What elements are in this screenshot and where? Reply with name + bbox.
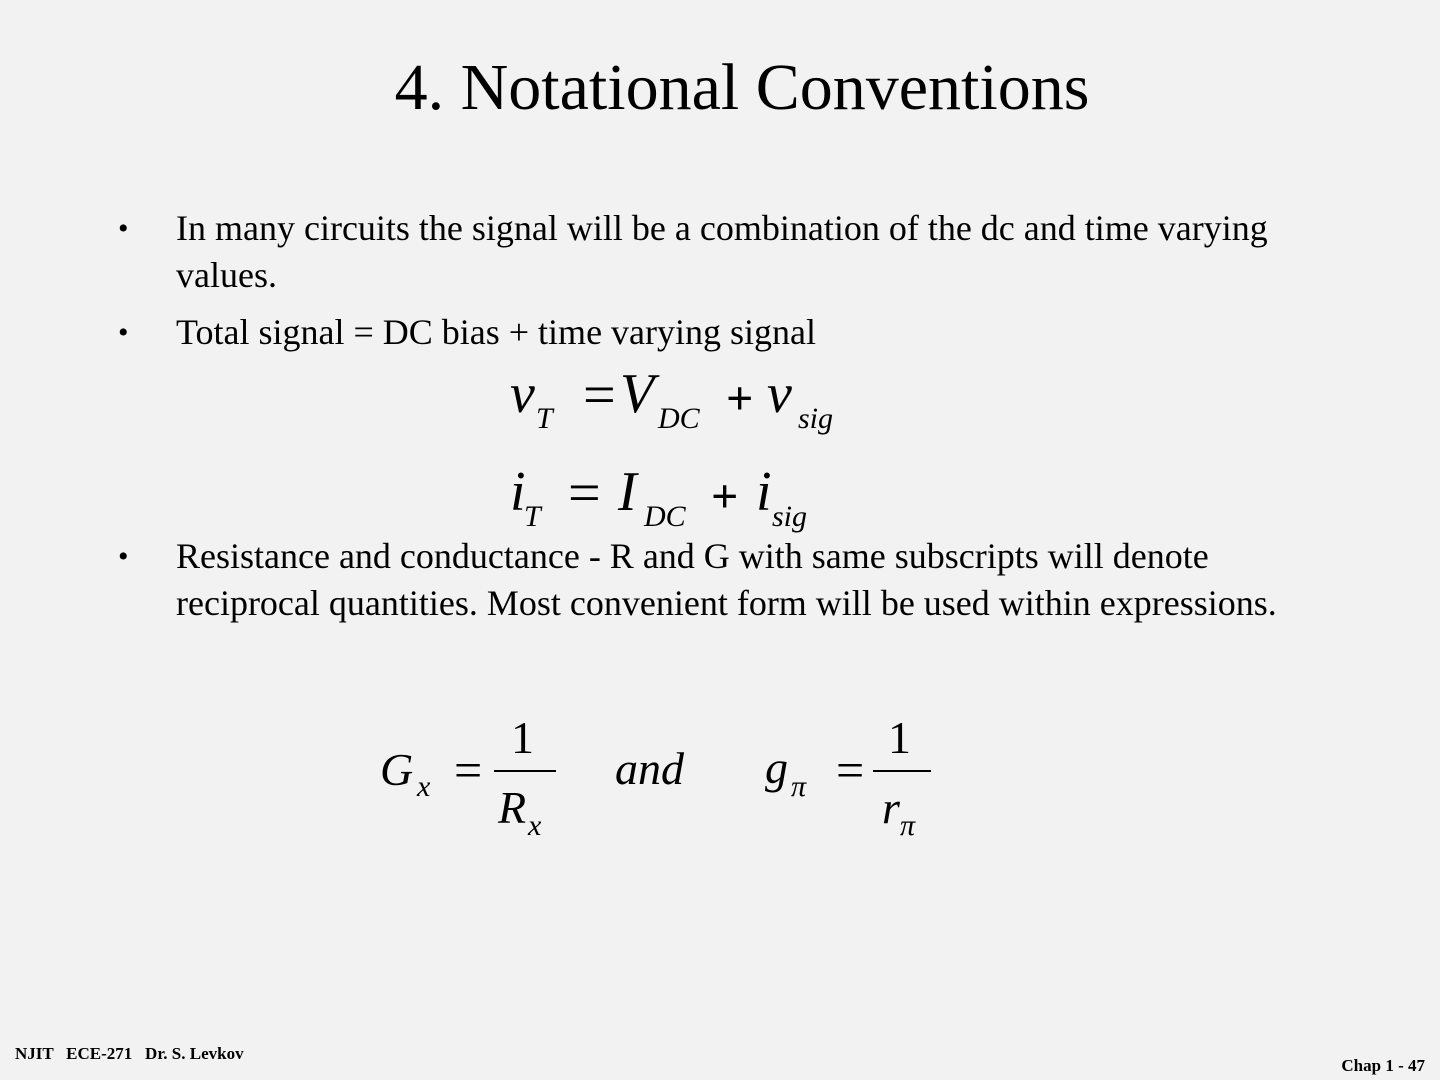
eq1-term1: V [620, 363, 655, 425]
eq3-lhs: G [380, 744, 414, 795]
bullet-dot: • [118, 212, 129, 245]
eq2-lhs: i [510, 461, 526, 523]
eq1-lhs: v [510, 363, 535, 425]
bullet-item-1 [118, 205, 1278, 299]
eq2-term1: I [618, 461, 637, 523]
bullet-text: Total signal = DC bias + time varying signal [176, 312, 817, 352]
footer-course-info: NJIT ECE-271 Dr. S. Levkov [15, 1044, 244, 1063]
eq1-equals: = [583, 362, 616, 427]
eq3-numerator: 1 [511, 712, 534, 763]
eq3-lhs2: g [765, 742, 788, 793]
eq2-equals: = [568, 460, 601, 525]
footer-page-number: Chap 1 - 47 [1341, 1056, 1425, 1075]
eq1-lhs-sub: T [536, 402, 553, 435]
bullet-text: Resistance and conductance - R and G with same subscripts will denote reciprocal quantities. Most convenient form will be used within expressions. [176, 536, 1277, 623]
eq2-plus: + [711, 470, 739, 523]
bullet-item-3 [118, 533, 1278, 627]
equation-voltage [500, 360, 860, 445]
eq1-term2-sub: sig [798, 402, 834, 435]
eq2-term1-sub: DC [644, 500, 686, 533]
slide-title: 4. Notational Conventions [394, 51, 1090, 124]
bullet-dot: • [118, 316, 129, 349]
eq3-lhs-sub: x [417, 770, 431, 803]
eq3-denominator2-sub: π [900, 809, 916, 842]
eq2-lhs-sub: T [524, 500, 541, 533]
eq1-term1-sub: DC [658, 402, 700, 435]
eq3-equals: = [454, 742, 483, 798]
bullet-dot: • [118, 540, 129, 573]
eq1-plus: + [726, 372, 754, 425]
eq3-denominator2: r [882, 782, 900, 833]
eq3-denominator-sub: x [528, 809, 542, 842]
eq2-term2-sub: sig [772, 500, 808, 533]
eq3-numerator2: 1 [888, 712, 911, 763]
eq3-denominator: R [498, 782, 527, 833]
equation-current [500, 458, 860, 543]
bullet-item-2 [118, 309, 1278, 356]
eq3-equals2: = [836, 742, 865, 798]
eq3-and: and [615, 743, 684, 794]
bullet-text: In many circuits the signal will be a combination of the dc and time varying values. [176, 208, 1268, 295]
eq1-term2: v [767, 363, 792, 425]
eq2-term2: i [756, 461, 772, 523]
eq3-lhs2-sub: π [791, 770, 807, 803]
equation-conductance [370, 705, 950, 855]
